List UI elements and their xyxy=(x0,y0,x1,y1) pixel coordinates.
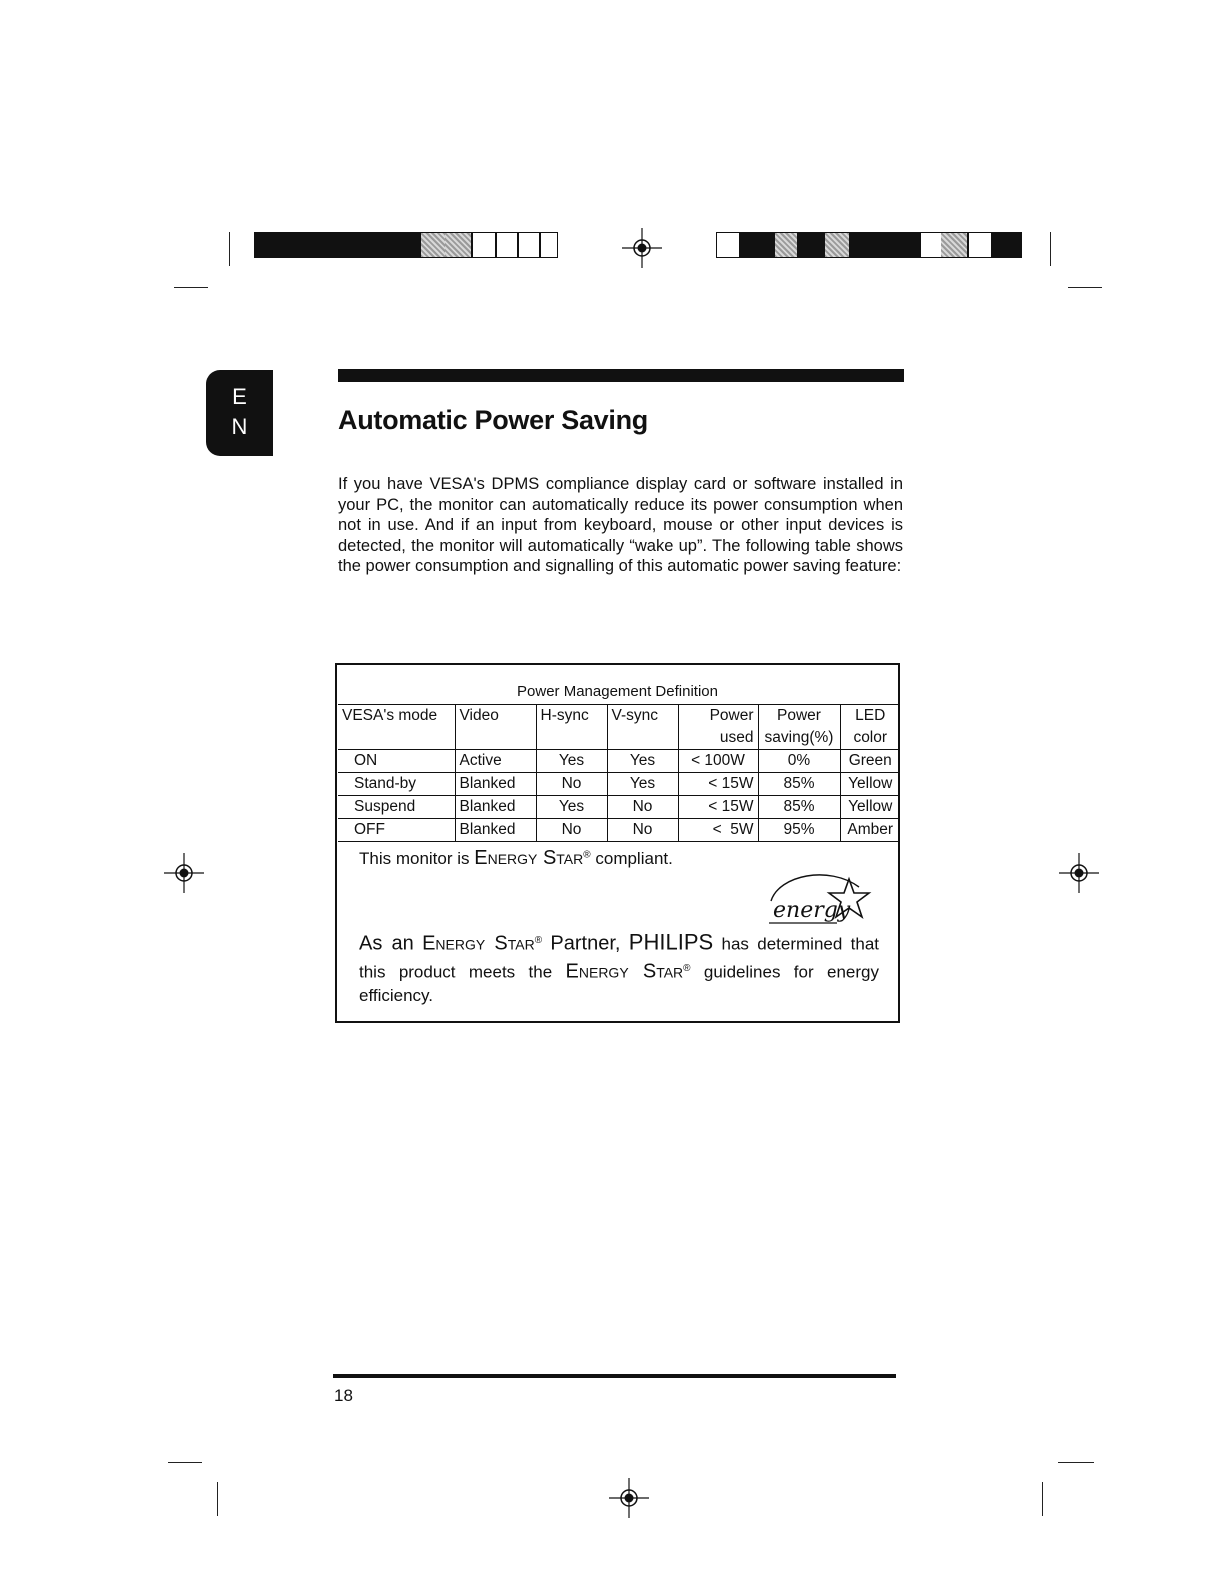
crop-mark xyxy=(1068,287,1102,288)
registration-mark-icon xyxy=(609,1478,649,1518)
table-row xyxy=(338,819,900,842)
table-cell: No xyxy=(536,819,607,842)
svg-text:energy: energy xyxy=(773,898,851,923)
table-cell: ON xyxy=(338,750,455,773)
header-cell: Power used xyxy=(678,705,758,750)
table-cell: 85% xyxy=(758,796,840,819)
table-cell: Yes xyxy=(607,773,678,796)
color-bar-right xyxy=(716,232,1022,258)
table-cell: Yes xyxy=(536,796,607,819)
header-cell: VESA's mode xyxy=(338,705,455,750)
intro-paragraph: If you have VESA's DPMS compliance display card or software installed in your PC, the monitor can automatically reduce its power consumption when not in use. And if an input from keyboard, mouse or other input devices is detected, the monitor will automatically “wake up”. The following table shows the power consumption and signalling of this automatic power saving feature: xyxy=(338,475,903,575)
header-cell: H-sync xyxy=(536,705,607,750)
table-cell: Blanked xyxy=(455,796,536,819)
table-cell: Blanked xyxy=(455,819,536,842)
table-cell: < 100W xyxy=(678,750,758,773)
crop-mark xyxy=(217,1482,218,1516)
table-cell: No xyxy=(607,796,678,819)
registration-mark-icon xyxy=(1059,853,1099,893)
color-bar-left xyxy=(254,232,558,258)
table-cell: Yellow xyxy=(840,796,900,819)
table-cell: No xyxy=(607,819,678,842)
crop-mark xyxy=(1050,232,1051,266)
table-cell: < 15W xyxy=(678,796,758,819)
table-cell: OFF xyxy=(338,819,455,842)
registration-mark-icon xyxy=(622,228,662,268)
power-management-box xyxy=(335,663,900,1023)
table-cell: Green xyxy=(840,750,900,773)
table-cell: < 5W xyxy=(678,819,758,842)
partner-statement: As an Energy Star® Partner, PHILIPS has determined that this product meets the Energy Star® guidelines for energy efficiency. xyxy=(359,929,879,1006)
footer-rule xyxy=(333,1374,896,1378)
energy-star-logo-icon xyxy=(759,867,879,931)
table-cell: Active xyxy=(455,750,536,773)
compliance-statement: This monitor is Energy Star® compliant. xyxy=(359,847,673,869)
table-cell: Yellow xyxy=(840,773,900,796)
crop-mark xyxy=(229,232,230,266)
table-cell: No xyxy=(536,773,607,796)
crop-mark xyxy=(168,1462,202,1463)
header-cell: LED color xyxy=(840,705,900,750)
language-letter: N xyxy=(231,414,248,439)
table-header-row xyxy=(338,705,900,750)
table-row xyxy=(338,750,900,773)
page-title: Automatic Power Saving xyxy=(338,405,648,435)
table-row xyxy=(338,796,900,819)
table-row xyxy=(338,773,900,796)
table-cell: 0% xyxy=(758,750,840,773)
table-cell: 95% xyxy=(758,819,840,842)
table-cell: 85% xyxy=(758,773,840,796)
energy-star-mark: Energy Star xyxy=(422,932,535,955)
table-cell: Stand-by xyxy=(338,773,455,796)
energy-star-mark: Energy Star xyxy=(565,960,684,983)
crop-mark xyxy=(174,287,208,288)
language-letter: E xyxy=(232,384,247,409)
header-cell: Power saving(%) xyxy=(758,705,840,750)
header-cell: Video xyxy=(455,705,536,750)
header-cell: V-sync xyxy=(607,705,678,750)
crop-mark xyxy=(1042,1482,1043,1516)
language-tab xyxy=(206,370,273,456)
table-cell: Amber xyxy=(840,819,900,842)
table-cell: Yes xyxy=(607,750,678,773)
heading-rule xyxy=(338,369,904,382)
power-management-table xyxy=(338,704,900,842)
page-number: 18 xyxy=(334,1386,353,1405)
table-cell: Yes xyxy=(536,750,607,773)
energy-star-mark: Energy Star xyxy=(474,847,584,869)
table-cell: < 15W xyxy=(678,773,758,796)
table-cell: Suspend xyxy=(338,796,455,819)
table-cell: Blanked xyxy=(455,773,536,796)
registration-mark-icon xyxy=(164,853,204,893)
crop-mark xyxy=(1058,1462,1094,1463)
brand-name: PHILIPS xyxy=(628,929,714,955)
table-caption: Power Management Definition xyxy=(517,683,718,700)
